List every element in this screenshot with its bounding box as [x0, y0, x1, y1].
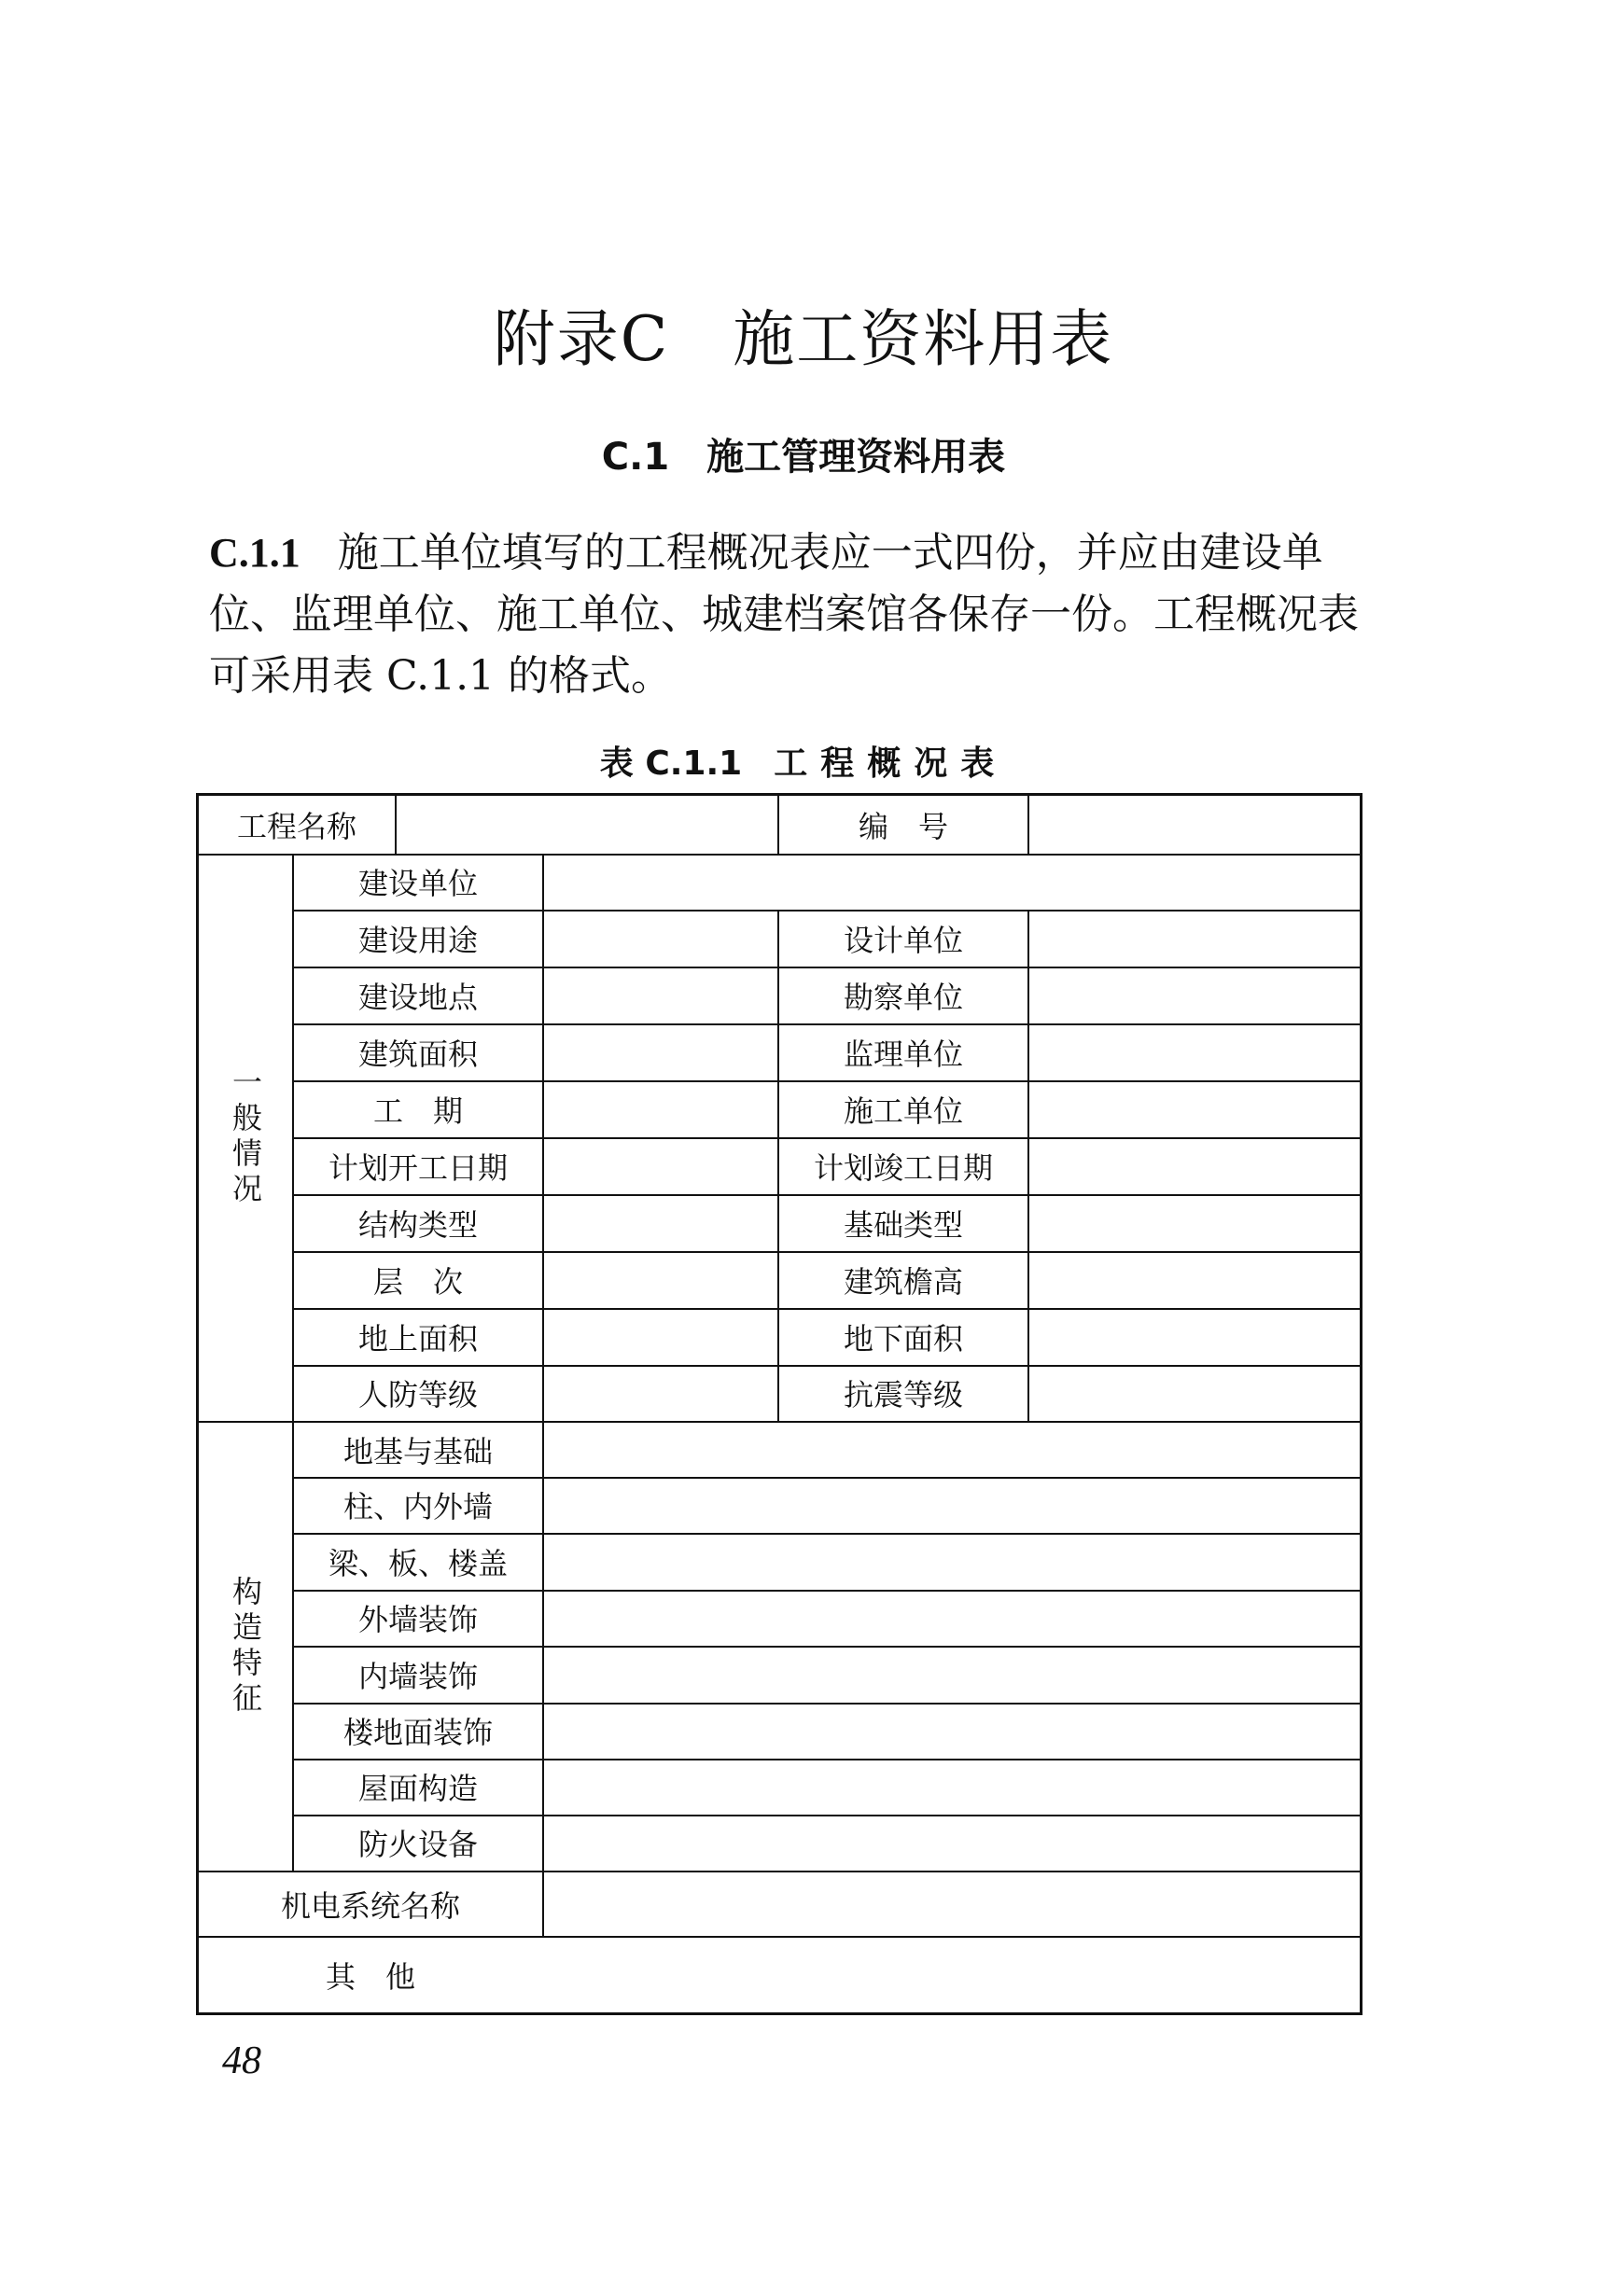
construction-row-field[interactable]	[544, 1477, 1360, 1533]
general-row-field[interactable]	[1029, 1080, 1360, 1137]
construction-row-field[interactable]	[544, 1703, 1360, 1759]
general-row-field[interactable]	[544, 1308, 777, 1365]
general-row-field[interactable]	[544, 854, 1360, 910]
construction-row-field[interactable]	[544, 1533, 1360, 1590]
construction-row-label: 楼地面装饰	[342, 1715, 493, 1750]
construction-group-label: 构造特征	[228, 1576, 263, 1718]
construction-row-field[interactable]	[544, 1815, 1360, 1871]
general-row-field[interactable]	[544, 1023, 777, 1080]
construction-row-field[interactable]	[544, 1759, 1360, 1815]
general-row-label: 地下面积	[843, 1320, 963, 1357]
section-title: C.1 施工管理资料用表	[601, 436, 1006, 479]
table-caption-name: 工程概况表	[774, 744, 1008, 783]
general-row-label: 建筑面积	[357, 1036, 478, 1072]
appendix-title: 附录C 施工资料用表	[493, 303, 1114, 375]
construction-row-field[interactable]	[544, 1423, 1360, 1477]
general-row-field[interactable]	[544, 1137, 777, 1194]
general-row-label: 建设地点	[357, 979, 478, 1015]
general-row-field[interactable]	[544, 967, 777, 1023]
general-row-label: 建设用途	[357, 922, 478, 958]
construction-row-field[interactable]	[544, 1590, 1360, 1646]
construction-row-label: 防火设备	[357, 1827, 478, 1862]
general-row-label: 抗震等级	[843, 1377, 963, 1412]
clause-paragraph	[209, 522, 1376, 707]
table-caption	[0, 737, 1607, 785]
general-row-label: 建设单位	[357, 866, 478, 901]
table-caption-number: 表 C.1.1	[599, 744, 743, 783]
general-row-label: 建筑檐高	[843, 1263, 963, 1300]
general-row-field[interactable]	[1029, 1137, 1360, 1194]
mep-system-field[interactable]	[544, 1872, 1360, 1936]
general-row-field[interactable]	[1029, 1365, 1360, 1421]
general-row-label: 基础类型	[843, 1206, 963, 1243]
general-row-field[interactable]	[1029, 1194, 1360, 1251]
general-row-field[interactable]	[1029, 910, 1360, 967]
construction-row-label: 内墙装饰	[357, 1658, 478, 1694]
general-row-label: 勘察单位	[843, 979, 963, 1015]
other-label: 其 他	[325, 1959, 415, 1995]
clause-number: C.1.1	[209, 530, 300, 576]
general-row-label: 结构类型	[357, 1206, 478, 1243]
general-row-label: 监理单位	[843, 1036, 963, 1072]
project-name-label: 工程名称	[236, 809, 356, 844]
general-row-field[interactable]	[544, 910, 777, 967]
general-row-label: 计划开工日期	[328, 1149, 508, 1186]
construction-row-label: 屋面构造	[357, 1771, 478, 1806]
general-row-field[interactable]	[1029, 1251, 1360, 1308]
general-row-field[interactable]	[1029, 1023, 1360, 1080]
general-row-label: 层 次	[372, 1263, 463, 1300]
construction-row-label: 地基与基础	[342, 1434, 493, 1469]
general-row-field[interactable]	[544, 1080, 777, 1137]
general-row-field[interactable]	[544, 1194, 777, 1251]
construction-row-label: 外墙装饰	[357, 1602, 478, 1637]
mep-system-label: 机电系统名称	[280, 1888, 460, 1924]
general-row-label: 人防等级	[357, 1377, 478, 1412]
construction-row-label: 柱、内外墙	[342, 1489, 493, 1524]
construction-row-field[interactable]	[544, 1646, 1360, 1703]
general-row-field[interactable]	[544, 1251, 777, 1308]
general-row-label: 工 期	[372, 1092, 463, 1129]
project-overview-form	[196, 793, 1362, 2015]
construction-row-label: 梁、板、楼盖	[328, 1545, 508, 1581]
clause-text: 施工单位填写的工程概况表应一式四份，并应由建设单位、监理单位、施工单位、城建档案馆各保存一份。工程概况表可采用表 C.1.1 的格式。	[209, 529, 1359, 700]
project-name-field[interactable]	[397, 796, 777, 854]
serial-no-label: 编 号	[858, 809, 948, 844]
general-row-label: 计划竣工日期	[813, 1149, 993, 1186]
general-row-field[interactable]	[544, 1365, 777, 1421]
general-row-label: 施工单位	[843, 1092, 963, 1129]
page-number: 48	[222, 2039, 261, 2082]
general-row-field[interactable]	[1029, 1308, 1360, 1365]
other-field[interactable]	[544, 1938, 1360, 2012]
general-group-label: 一般情况	[228, 1066, 263, 1208]
general-row-label: 设计单位	[843, 922, 963, 958]
general-row-label: 地上面积	[357, 1320, 478, 1357]
general-row-field[interactable]	[1029, 967, 1360, 1023]
serial-no-field[interactable]	[1029, 796, 1360, 854]
